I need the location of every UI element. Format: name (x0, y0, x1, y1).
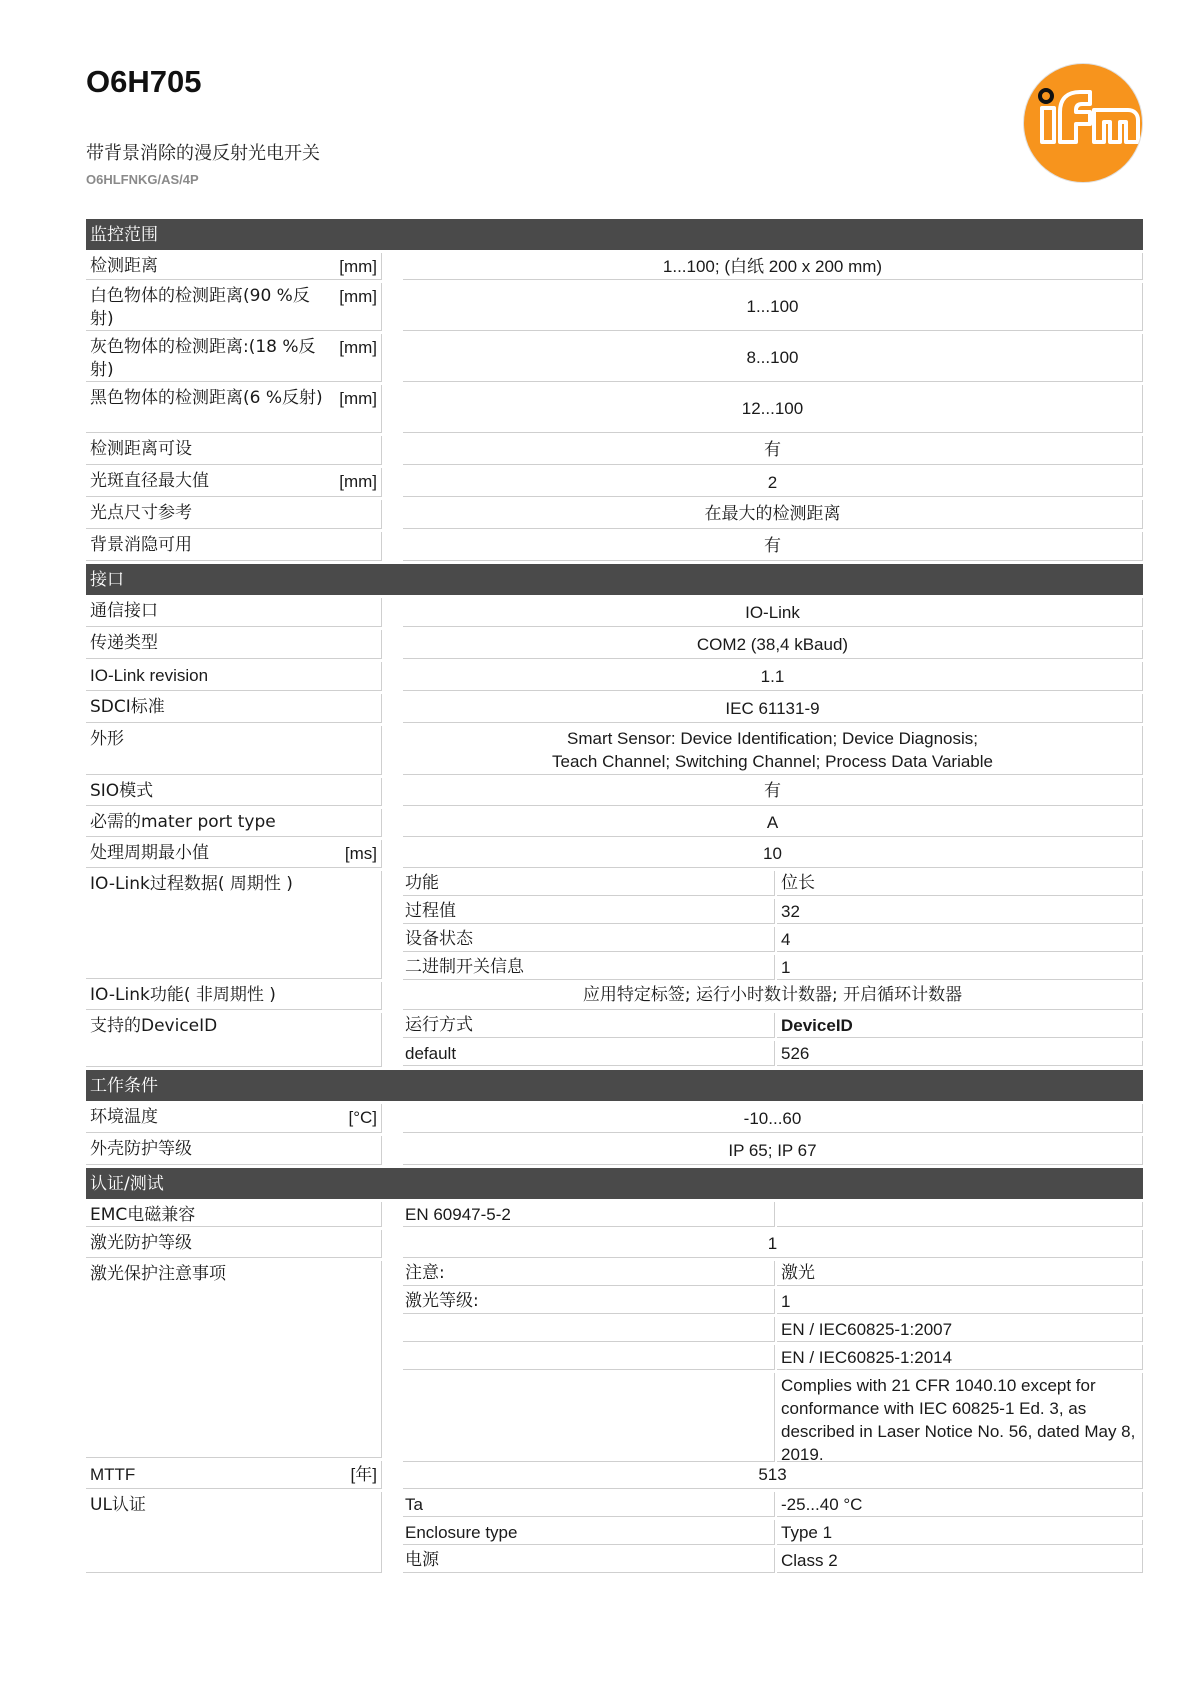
unit: [mm] (339, 389, 377, 408)
table-row: default 526 (403, 1041, 1143, 1066)
unit: [ms] (344, 844, 377, 863)
spec-row (86, 1261, 1143, 1464)
table-row: 运行方式 DeviceID (403, 1013, 1143, 1038)
spec-row (86, 630, 1143, 659)
unit: [mm] (339, 472, 377, 491)
spec-value: 1 (403, 1230, 1143, 1258)
section-header-conditions: 工作条件 (86, 1070, 1143, 1101)
spec-value: A (403, 809, 1143, 837)
table-row: 电源 Class 2 (403, 1548, 1143, 1573)
spec-row (86, 1461, 1143, 1489)
spec-row (86, 726, 1143, 775)
spec-label: IO-Link功能( 非周期性 ) (86, 982, 382, 1010)
spec-label: 灰色物体的检测距离:(18 %反射) [mm] (86, 334, 382, 382)
spec-value: IP 65; IP 67 (403, 1136, 1143, 1165)
product-subtitle: 带背景消除的漫反射光电开关 (86, 143, 320, 164)
process-data-table (403, 871, 1143, 979)
spec-label: 环境温度 [°C] (86, 1104, 382, 1133)
table-row: 二进制开关信息 1 (403, 955, 1143, 980)
spec-label: 传递类型 (86, 630, 382, 659)
spec-label: 通信接口 (86, 598, 382, 627)
spec-label: 黑色物体的检测距离(6 %反射) [mm] (86, 385, 382, 433)
unit: [mm] (339, 338, 377, 357)
spec-value: 8...100 (403, 334, 1143, 382)
spec-label: EMC电磁兼容 (86, 1202, 382, 1227)
spec-label: MTTF [年] (86, 1461, 382, 1489)
deviceid-table (403, 1013, 1143, 1067)
spec-row (86, 1202, 1143, 1227)
section-header-approvals: 认证/测试 (86, 1168, 1143, 1199)
spec-sheet (86, 219, 1143, 1576)
spec-row (86, 500, 1143, 529)
spec-value: 1...100 (403, 283, 1143, 331)
table-row: Ta -25...40 °C (403, 1492, 1143, 1517)
spec-label: UL认证 (86, 1492, 382, 1573)
spec-value: 12...100 (403, 385, 1143, 433)
unit: [mm] (339, 287, 377, 306)
spec-value: 有 (403, 436, 1143, 465)
table-row: 过程值 32 (403, 899, 1143, 924)
spec-value: 1.1 (403, 662, 1143, 691)
table-row: 注意: 激光 (403, 1261, 1143, 1286)
spec-row (86, 1136, 1143, 1165)
spec-row (86, 840, 1143, 868)
spec-value: IEC 61131-9 (403, 694, 1143, 723)
spec-label: 处理周期最小值 [ms] (86, 840, 382, 868)
spec-label: 外壳防护等级 (86, 1136, 382, 1165)
profile-line-2: Teach Channel; Switching Channel; Process Data Variable (552, 752, 993, 771)
spec-label: 激光防护等级 (86, 1230, 382, 1258)
spec-value: 10 (403, 840, 1143, 868)
spec-label: 外形 (86, 726, 382, 775)
product-title: O6H705 (86, 64, 202, 99)
spec-value: 513 (403, 1461, 1143, 1489)
table-row: Enclosure type Type 1 (403, 1520, 1143, 1545)
table-row: 激光等级: 1 (403, 1289, 1143, 1314)
spec-label: SIO模式 (86, 778, 382, 806)
spec-row (86, 662, 1143, 691)
section-header-monitoring: 监控范围 (86, 219, 1143, 250)
spec-row (86, 809, 1143, 837)
spec-row (86, 468, 1143, 497)
spec-row (86, 1230, 1143, 1258)
spec-label: 检测距离可设 (86, 436, 382, 465)
spec-row (86, 598, 1143, 627)
spec-label: 光斑直径最大值 [mm] (86, 468, 382, 497)
spec-value: 在最大的检测距离 (403, 500, 1143, 529)
spec-label: 光点尺寸参考 (86, 500, 382, 529)
spec-label: 激光保护注意事项 (86, 1261, 382, 1458)
spec-label: 支持的DeviceID (86, 1013, 382, 1067)
spec-value: 1...100; (白纸 200 x 200 mm) (403, 253, 1143, 280)
spec-row (86, 1492, 1143, 1573)
unit: [°C] (348, 1108, 377, 1127)
spec-row (86, 694, 1143, 723)
table-row: Complies with 21 CFR 1040.10 except for conformance with IEC 60825-1 Ed. 3, as described in Laser Notice No. 56, dated May 8, 2019. (403, 1373, 1143, 1462)
spec-label: IO-Link过程数据( 周期性 ) (86, 871, 382, 979)
table-row: EN 60947-5-2 (403, 1202, 1143, 1227)
ul-approval-table (403, 1492, 1143, 1573)
spec-row (86, 1104, 1143, 1133)
spec-label: SDCI标准 (86, 694, 382, 723)
spec-row (86, 871, 1143, 979)
spec-value: 应用特定标签; 运行小时数计数器; 开启循环计数器 (403, 982, 1143, 1010)
unit: [mm] (339, 257, 377, 276)
product-code: O6HLFNKG/AS/4P (86, 172, 199, 187)
table-row: 设备状态 4 (403, 927, 1143, 952)
spec-row (86, 778, 1143, 806)
table-row: EN / IEC60825-1:2007 (403, 1317, 1143, 1342)
section-header-interface: 接口 (86, 564, 1143, 595)
spec-label: 必需的mater port type (86, 809, 382, 837)
spec-row (86, 1013, 1143, 1067)
spec-value: -10...60 (403, 1104, 1143, 1133)
spec-value: COM2 (38,4 kBaud) (403, 630, 1143, 659)
table-row: EN / IEC60825-1:2014 (403, 1345, 1143, 1370)
spec-row (86, 334, 1143, 382)
spec-value: 有 (403, 532, 1143, 561)
spec-value: IO-Link (403, 598, 1143, 627)
ifm-logo (1024, 64, 1142, 182)
spec-value (403, 726, 1143, 775)
spec-row (86, 253, 1143, 280)
spec-row (86, 385, 1143, 433)
spec-row (86, 982, 1143, 1010)
spec-value: 2 (403, 468, 1143, 497)
spec-label: 检测距离 [mm] (86, 253, 382, 280)
table-row: 功能 位长 (403, 871, 1143, 896)
spec-label: 白色物体的检测距离(90 %反射) [mm] (86, 283, 382, 331)
spec-row (86, 532, 1143, 561)
spec-value: 有 (403, 778, 1143, 806)
laser-notes-table (403, 1261, 1143, 1464)
unit: [年] (350, 1465, 377, 1484)
spec-label: IO-Link revision (86, 662, 382, 691)
profile-line-1: Smart Sensor: Device Identification; Device Diagnosis; (566, 729, 978, 748)
spec-label: 背景消隐可用 (86, 532, 382, 561)
spec-row (86, 436, 1143, 465)
spec-row (86, 283, 1143, 331)
